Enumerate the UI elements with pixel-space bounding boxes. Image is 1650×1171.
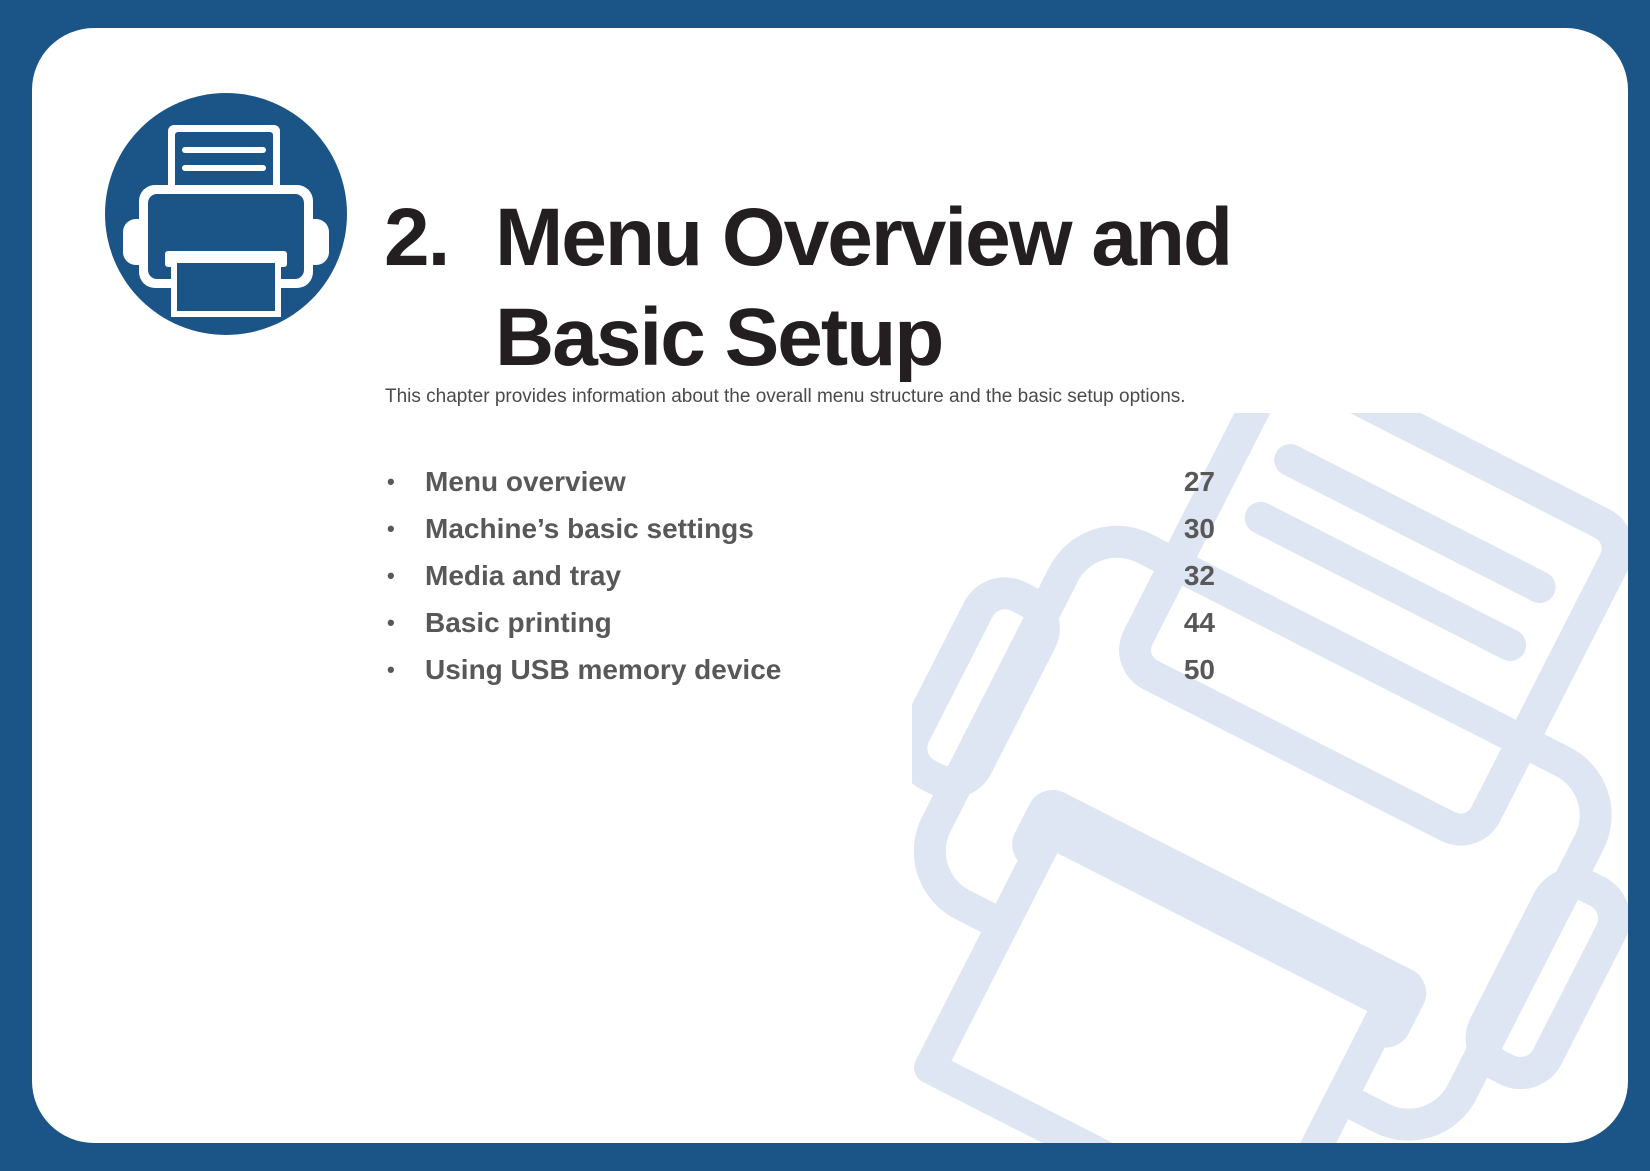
toc-item-basic-settings[interactable]: [385, 505, 1215, 552]
chapter-intro: This chapter provides information about the overall menu structure and the basic setup options.: [385, 386, 1186, 407]
table-of-contents: [385, 458, 1215, 693]
chapter-title-line1: Menu Overview and: [495, 192, 1232, 283]
toc-item-media-and-tray[interactable]: [385, 552, 1215, 599]
toc-item-page[interactable]: 32: [1183, 560, 1215, 591]
chapter-title-line2: Basic Setup: [495, 292, 943, 383]
bullet-icon: •: [387, 563, 395, 588]
toc-item-label[interactable]: Using USB memory device: [425, 654, 782, 685]
toc-item-label[interactable]: Menu overview: [425, 466, 626, 497]
printer-icon: [105, 93, 347, 335]
chapter-title: [495, 188, 1395, 388]
chapter-number: 2.: [384, 192, 449, 283]
toc-item-usb-memory[interactable]: [385, 646, 1215, 693]
bullet-icon: •: [387, 610, 395, 635]
bullet-icon: •: [387, 516, 395, 541]
toc-item-page[interactable]: 30: [1183, 513, 1215, 544]
toc-item-menu-overview[interactable]: [385, 458, 1215, 505]
toc-item-label[interactable]: Basic printing: [425, 607, 612, 638]
toc-item-page[interactable]: 44: [1183, 607, 1215, 638]
toc-item-page[interactable]: 27: [1183, 466, 1215, 497]
toc-item-page[interactable]: 50: [1183, 654, 1215, 685]
toc-item-label[interactable]: Machine’s basic settings: [425, 513, 754, 544]
toc-item-basic-printing[interactable]: [385, 599, 1215, 646]
page-card: [32, 28, 1628, 1143]
bullet-icon: •: [387, 469, 395, 494]
toc-item-label[interactable]: Media and tray: [425, 560, 622, 591]
bullet-icon: •: [387, 657, 395, 682]
